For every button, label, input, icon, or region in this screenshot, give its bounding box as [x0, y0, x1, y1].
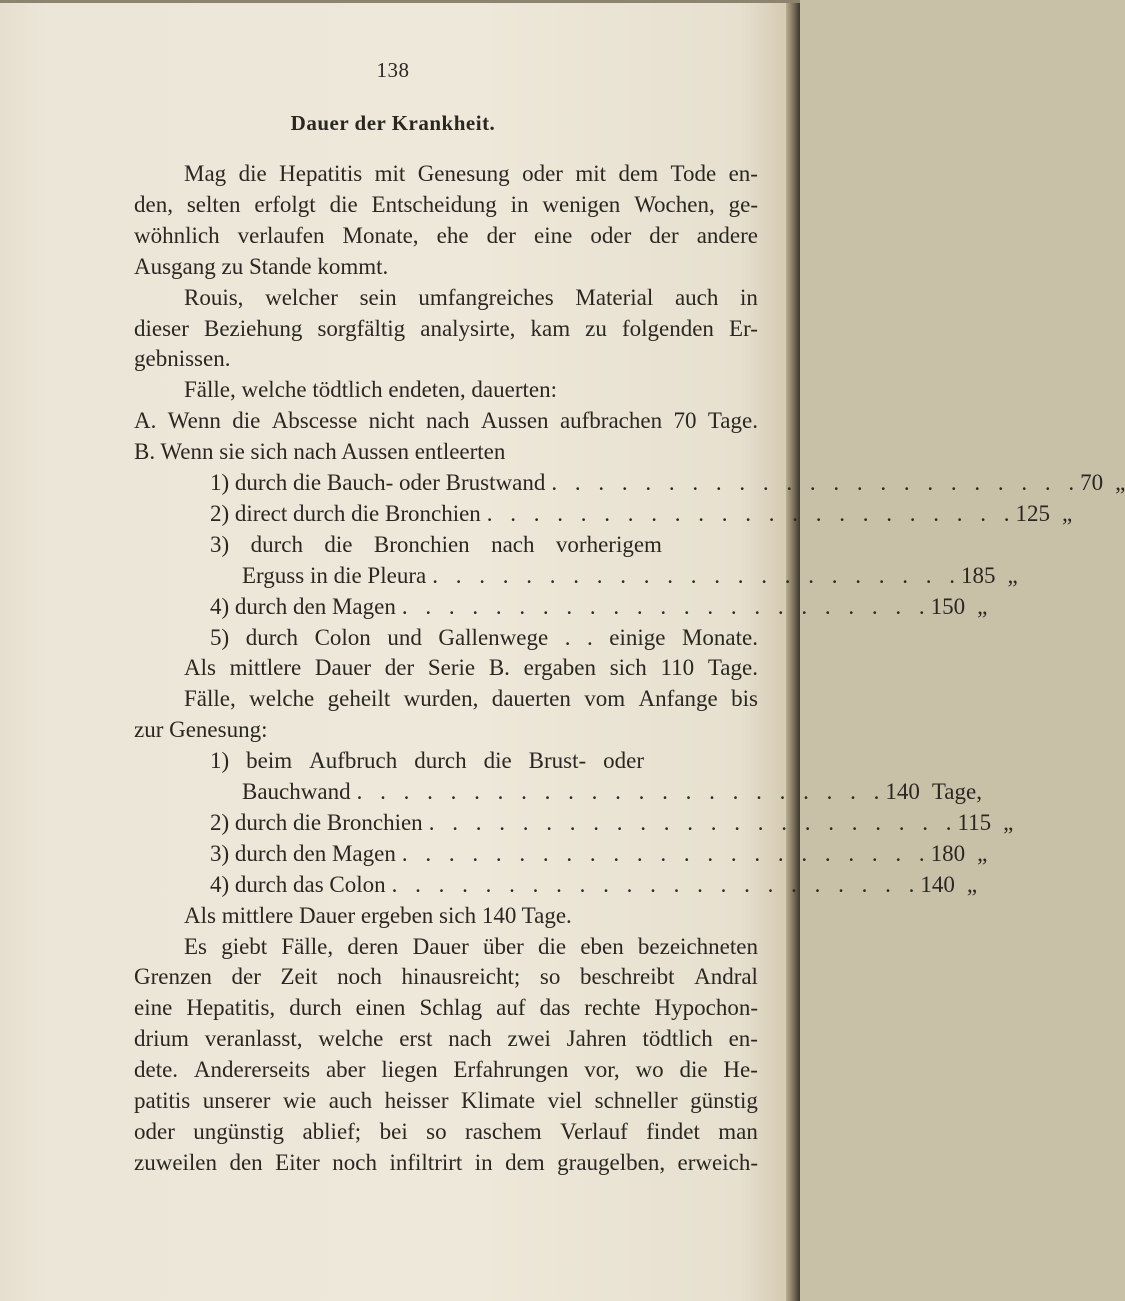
paragraph-line: Ausgang zu Stande kommt.	[134, 253, 389, 279]
word: zwei	[507, 1026, 551, 1052]
word: Aufbruch	[309, 748, 398, 774]
paragraph-line	[134, 1116, 758, 1148]
entry-label: 2) durch die Bronchien	[210, 809, 423, 835]
healed-entry	[242, 776, 982, 808]
word: vom	[584, 686, 626, 712]
entry-label: Bauchwand	[242, 779, 351, 804]
word: en-	[728, 1026, 758, 1052]
paragraph-line	[134, 1147, 758, 1179]
word: ablief;	[302, 1118, 362, 1144]
word: den	[229, 1149, 263, 1175]
duration-value: 140	[920, 871, 955, 897]
word: einen	[355, 995, 406, 1021]
word: welcher	[265, 284, 338, 310]
word: mit	[374, 161, 406, 186]
word: Gallenwege	[438, 624, 549, 650]
paragraph-line: gebnissen.	[134, 346, 231, 372]
word: dem	[618, 161, 659, 186]
word: infiltrirt	[389, 1149, 463, 1175]
word: Brust-	[528, 748, 587, 774]
word: giebt	[221, 933, 268, 959]
word: wo	[635, 1057, 664, 1083]
word: Verlauf	[560, 1118, 628, 1144]
word: noch	[332, 1149, 378, 1175]
word: aufbrachen	[559, 408, 663, 434]
word: dieser	[134, 315, 189, 341]
book-spine	[786, 0, 800, 1301]
fatal-entry	[210, 467, 1125, 499]
word: hinausreicht;	[401, 964, 521, 990]
word: und	[387, 624, 422, 650]
word: dauerten	[491, 686, 571, 712]
word: Tage.	[707, 408, 758, 434]
dot-leader: . . . . . . . . . . . . . . . . . . . . . . .	[401, 840, 931, 866]
word: der	[486, 222, 516, 248]
word: folgenden	[621, 315, 714, 341]
word: die	[679, 1057, 708, 1083]
word: welche	[318, 1026, 384, 1052]
fatal-entry	[210, 498, 1073, 530]
dot-leader: . . . . . . . . . . . . . . . . . . . . . . .	[486, 500, 1016, 526]
word: beim	[246, 748, 293, 774]
word: Dauer	[412, 933, 469, 959]
duration-unit: „	[1062, 500, 1073, 526]
word: Es	[184, 933, 207, 959]
word: oder	[590, 222, 632, 248]
duration-unit: „	[977, 840, 988, 866]
word: dem	[505, 1149, 545, 1175]
word: Er-	[729, 315, 758, 341]
dot-leader: . . . . . . . . . . . . . . . . . . . . . . .	[551, 470, 1081, 495]
word: analysirte,	[420, 315, 516, 341]
word: in	[510, 191, 529, 217]
word: .	[564, 624, 571, 650]
dot-leader: . . . . . . . . . . . . . . . . . . . . . . .	[401, 593, 931, 619]
duration-value: 70	[1080, 470, 1104, 495]
word: rechte	[584, 995, 641, 1021]
word: eine	[134, 995, 173, 1021]
paragraph-line	[184, 683, 758, 715]
word: über	[482, 933, 524, 959]
word: die	[329, 191, 358, 217]
word: Eiter	[275, 1149, 320, 1175]
fatal-entry	[210, 622, 758, 654]
entry-label: 1) durch die Bauch- oder Brustwand	[210, 470, 546, 495]
word: oder	[603, 748, 644, 774]
word: aber	[325, 1057, 366, 1083]
word: der	[231, 964, 261, 990]
word: viel	[547, 1088, 583, 1113]
duration-value: 125	[1015, 500, 1051, 526]
dot-leader: . . . . . . . . . . . . . . . . . . . . . . .	[356, 779, 886, 804]
word: günstig	[690, 1088, 758, 1113]
fatal-entry	[242, 560, 1018, 592]
word: sein	[359, 284, 397, 310]
word: oder	[134, 1118, 175, 1144]
entry-label: 3) durch den Magen	[210, 840, 396, 866]
word: beschreibt	[579, 964, 675, 990]
word: Fälle,	[281, 933, 334, 959]
word: Zeit	[280, 964, 318, 990]
word: in	[474, 1149, 493, 1175]
word: Andererseits	[193, 1057, 311, 1083]
word: Wochen,	[634, 191, 715, 217]
word: erfolgt	[254, 191, 316, 217]
word: andere	[696, 222, 758, 248]
duration-value: 115	[957, 809, 992, 835]
word: Tode	[670, 161, 717, 186]
word: Colon	[314, 624, 371, 650]
word: Grenzen	[134, 964, 212, 990]
word: raschem	[465, 1118, 542, 1144]
word: wurden,	[403, 686, 479, 712]
word: unserer	[202, 1088, 271, 1113]
word: einige	[609, 624, 666, 650]
word: B.	[488, 655, 510, 681]
word: deren	[347, 933, 399, 959]
word: Hepatitis,	[186, 995, 276, 1021]
word: Mag	[184, 161, 227, 186]
word: ehe	[436, 222, 469, 248]
duration-unit: Tage,	[931, 779, 982, 804]
paragraph-line	[134, 961, 758, 993]
word: liegen	[381, 1057, 438, 1083]
word: nach	[491, 531, 535, 557]
word: 3)	[210, 531, 230, 557]
word: die	[238, 161, 267, 186]
word: erweich-	[677, 1149, 758, 1175]
word: durch	[245, 624, 299, 650]
paragraph-line	[184, 931, 758, 963]
duration-unit: „	[1003, 809, 1014, 835]
word: A.	[134, 408, 157, 434]
word: Rouis,	[184, 284, 244, 310]
entry-label: 4) durch das Colon	[210, 871, 386, 897]
paragraph-line	[134, 313, 758, 345]
word: umfangreiches	[418, 284, 554, 310]
paragraph-line	[184, 158, 758, 190]
word: welche	[249, 686, 315, 712]
entry-label: 2) direct durch die Bronchien	[210, 500, 481, 526]
paragraph-line	[134, 220, 758, 252]
paragraph-line	[134, 189, 758, 221]
word: durch	[289, 995, 342, 1021]
word: Hypochon-	[654, 995, 758, 1021]
word: Monate.	[681, 624, 758, 650]
word: vor,	[584, 1057, 620, 1083]
word: ungünstig	[193, 1118, 285, 1144]
word: Monate,	[342, 222, 419, 248]
duration-unit: „	[1007, 562, 1018, 588]
duration-value: 185	[960, 562, 996, 588]
word: selten	[186, 191, 241, 217]
duration-unit: „	[1115, 470, 1125, 495]
word: 1)	[210, 748, 230, 774]
entry-label: Erguss in die Pleura	[242, 562, 427, 588]
word: man	[718, 1118, 758, 1144]
word: die	[483, 748, 512, 774]
word: Aussen	[480, 408, 549, 434]
word: Anfange	[638, 686, 718, 712]
paragraph-line	[134, 1085, 758, 1117]
entry-label: 4) durch den Magen	[210, 593, 396, 619]
word: auch	[674, 284, 719, 310]
word: wenigen	[542, 191, 621, 217]
duration-value: 140	[885, 779, 920, 804]
word: zuweilen	[134, 1149, 218, 1175]
duration-value: 150	[930, 593, 966, 619]
case-a-line	[134, 405, 758, 437]
word: graugelben,	[557, 1149, 666, 1175]
word: verlaufen	[237, 222, 325, 248]
scan-edge	[0, 0, 800, 3]
word: die	[538, 933, 567, 959]
word: veranlasst,	[204, 1026, 303, 1052]
word: Fälle,	[184, 686, 236, 712]
paragraph-line: zur Genesung:	[134, 717, 268, 743]
word: 5)	[210, 624, 230, 650]
paragraph-line	[134, 1054, 758, 1086]
word: findet	[646, 1118, 700, 1144]
page-number: 138	[376, 58, 410, 82]
word: mittlere	[229, 655, 302, 681]
dot-leader: . . . . . . . . . . . . . . . . . . . . . . .	[428, 809, 958, 835]
healed-entry	[210, 745, 644, 777]
word: bis	[731, 686, 758, 712]
word: eben	[580, 933, 624, 959]
word: patitis	[134, 1088, 191, 1113]
word: durch	[250, 531, 303, 557]
fatal-entry	[210, 591, 988, 623]
word: auf	[496, 995, 526, 1021]
word: drium	[134, 1026, 189, 1052]
word: oder	[522, 161, 563, 186]
word: in	[740, 284, 758, 310]
word: heisser	[384, 1088, 449, 1113]
duration-value: 180	[930, 840, 966, 866]
word: Beziehung	[204, 315, 303, 341]
word: durch	[414, 748, 467, 774]
average-line	[184, 652, 758, 684]
dot-leader: . . . . . . . . . . . . . . . . . . . . . . .	[432, 562, 961, 588]
word: Serie	[427, 655, 476, 681]
word: nach	[426, 408, 470, 434]
word: 70	[673, 408, 697, 434]
word: auch	[328, 1088, 373, 1113]
word: geheilt	[327, 686, 391, 712]
word: tödtlich	[642, 1026, 713, 1052]
word: Genesung	[417, 161, 510, 186]
word: mit	[575, 161, 607, 186]
word: so	[539, 964, 561, 990]
word: bei	[379, 1118, 408, 1144]
word: Entscheidung	[371, 191, 497, 217]
paragraph-line	[134, 992, 758, 1024]
word: Erfahrungen	[453, 1057, 569, 1083]
word: Andral	[694, 964, 758, 990]
duration-unit: „	[966, 871, 978, 897]
word: Dauer	[314, 655, 372, 681]
word: ergaben	[523, 655, 596, 681]
word: He-	[723, 1057, 758, 1083]
healed-entry	[210, 807, 1014, 839]
word: zu	[585, 315, 607, 341]
word: der	[649, 222, 679, 248]
word: en-	[728, 161, 758, 186]
fatal-entry	[210, 529, 662, 561]
word: ge-	[728, 191, 758, 217]
word: dete.	[134, 1057, 179, 1083]
word: eine	[534, 222, 573, 248]
word: Hepatitis	[279, 161, 363, 186]
word: Klimate	[461, 1088, 536, 1113]
word: .	[586, 624, 593, 650]
word: Bronchien	[373, 531, 470, 557]
word: Tage.	[707, 655, 758, 681]
word: den,	[134, 191, 173, 217]
word: vorherigem	[555, 531, 662, 557]
word: das	[539, 995, 571, 1021]
healed-entry	[210, 869, 978, 901]
word: nicht	[368, 408, 415, 434]
word: schneller	[594, 1088, 678, 1113]
word: nach	[448, 1026, 492, 1052]
word: Jahren	[566, 1026, 627, 1052]
word: die	[232, 408, 261, 434]
word: so	[426, 1118, 447, 1144]
word: sorgfältig	[317, 315, 406, 341]
duration-unit: „	[977, 593, 988, 619]
word: noch	[337, 964, 382, 990]
paragraph-line: Fälle, welche tödtlich endeten, dauerten:	[184, 377, 557, 403]
word: bezeichneten	[637, 933, 758, 959]
paragraph-line	[134, 1023, 758, 1055]
word: wie	[282, 1088, 317, 1113]
dot-leader: . . . . . . . . . . . . . . . . . . . . . . .	[391, 871, 921, 897]
word: Abscesse	[271, 408, 358, 434]
average-line: Als mittlere Dauer ergeben sich 140 Tage.	[184, 902, 572, 928]
word: Material	[575, 284, 654, 310]
healed-entry	[210, 838, 988, 870]
word: sich	[609, 655, 647, 681]
word: die	[324, 531, 353, 557]
word: 110	[660, 655, 695, 681]
word: Als	[184, 655, 216, 681]
word: der	[384, 655, 415, 681]
section-heading: Dauer der Krankheit.	[290, 111, 496, 135]
paragraph-line	[184, 282, 758, 314]
word: erst	[399, 1026, 433, 1052]
word: Schlag	[419, 995, 483, 1021]
word: wöhnlich	[134, 222, 220, 248]
case-b-line: B. Wenn sie sich nach Aussen entleerten	[134, 439, 506, 465]
word: Wenn	[167, 408, 221, 434]
word: kam	[530, 315, 571, 341]
